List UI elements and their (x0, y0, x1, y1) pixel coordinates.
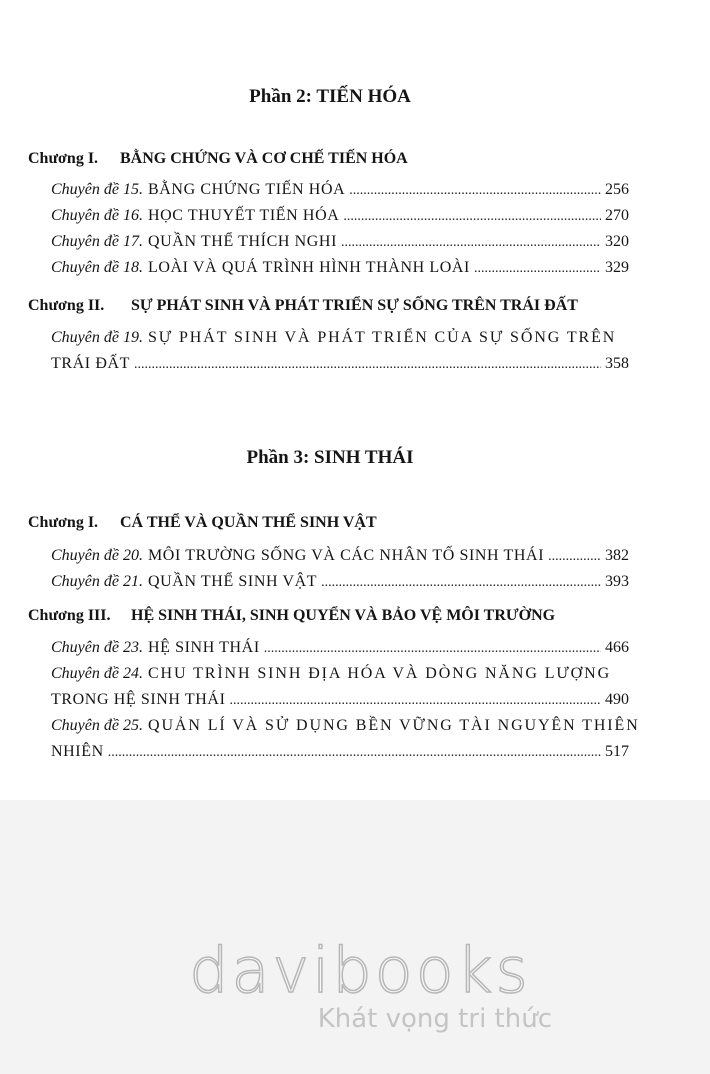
chapter-number: Chương III. (28, 607, 111, 624)
entry-title: MÔI TRƯỜNG SỐNG VÀ CÁC NHÂN TỐ SINH THÁI (147, 547, 545, 564)
dot-leader (264, 641, 601, 657)
entry-page: 256 (605, 181, 629, 198)
chapter-title: BẰNG CHỨNG VÀ CƠ CHẾ TIẾN HÓA (120, 150, 408, 167)
entry-page: 358 (605, 355, 629, 372)
toc-entry-24-line1[interactable] (51, 665, 629, 683)
toc-entry-19-line2[interactable] (51, 355, 629, 373)
entry-page: 466 (605, 639, 629, 656)
chapter-number: Chương I. (28, 514, 99, 531)
entry-title: LOÀI VÀ QUÁ TRÌNH HÌNH THÀNH LOÀI (147, 259, 470, 276)
entry-label: Chuyên đề 16. (51, 207, 143, 224)
dot-leader (108, 745, 601, 761)
toc-entry-17[interactable] (51, 233, 629, 251)
entry-title: HỌC THUYẾT TIẾN HÓA (147, 207, 340, 224)
watermark-name: davibooks (189, 934, 531, 1007)
entry-page: 270 (605, 207, 629, 224)
entry-title-line2: TRÁI ĐẤT (51, 355, 131, 372)
entry-title-line1: CHU TRÌNH SINH ĐỊA HÓA VÀ DÒNG NĂNG LƯỢNG (147, 665, 612, 682)
dot-leader (343, 209, 601, 225)
part2-title: Phần 2: TIẾN HÓA (249, 86, 411, 107)
entry-label: Chuyên đề 21. (51, 573, 143, 590)
entry-label: Chuyên đề 19. (51, 329, 143, 346)
dot-leader (321, 575, 601, 591)
dot-leader (474, 261, 601, 277)
toc-entry-23[interactable] (51, 639, 629, 657)
entry-page: 490 (605, 691, 629, 708)
toc-entry-16[interactable] (51, 207, 629, 225)
part3-title: Phần 3: SINH THÁI (246, 447, 414, 468)
entry-title: HỆ SINH THÁI (147, 639, 260, 656)
entry-page: 517 (605, 743, 629, 760)
toc-entry-24-line2[interactable] (51, 691, 629, 709)
entry-label: Chuyên đề 20. (51, 547, 143, 564)
entry-label: Chuyên đề 18. (51, 259, 143, 276)
part2-chapter1-heading (28, 150, 408, 168)
dot-leader (134, 357, 601, 373)
chapter-number: Chương I. (28, 150, 99, 167)
entry-label: Chuyên đề 24. (51, 665, 143, 682)
entry-page: 393 (605, 573, 629, 590)
entry-title-line1: SỰ PHÁT SINH VÀ PHÁT TRIỂN CỦA SỰ SỐNG TRÊN (147, 329, 617, 346)
chapter-title: HỆ SINH THÁI, SINH QUYỂN VÀ BẢO VỆ MÔI TRƯỜNG (131, 607, 556, 624)
entry-label: Chuyên đề 23. (51, 639, 143, 656)
toc-entry-25-line1[interactable] (51, 717, 640, 735)
part3-chapter1-heading (28, 514, 377, 532)
toc-entry-18[interactable] (51, 259, 629, 277)
watermark-logo (150, 934, 570, 1034)
part2-chapter2-heading (28, 297, 578, 315)
entry-page: 320 (605, 233, 629, 250)
entry-title: QUẦN THỂ SINH VẬT (147, 573, 318, 590)
entry-label: Chuyên đề 25. (51, 717, 143, 734)
entry-page: 382 (605, 547, 629, 564)
dot-leader (548, 549, 601, 565)
entry-title: QUẦN THỂ THÍCH NGHI (147, 233, 338, 250)
entry-label: Chuyên đề 17. (51, 233, 143, 250)
toc-entry-21[interactable] (51, 573, 629, 591)
toc-entry-15[interactable] (51, 181, 629, 199)
watermark-slogan: Khát vọng tri thức (317, 1004, 552, 1034)
toc-entry-19-line1[interactable] (51, 329, 629, 347)
entry-title-line1: QUẢN LÍ VÀ SỬ DỤNG BỀN VỮNG TÀI NGUYÊN THIÊN (147, 717, 640, 734)
entry-label: Chuyên đề 15. (51, 181, 143, 198)
chapter-title: CÁ THỂ VÀ QUẦN THỂ SINH VẬT (120, 514, 377, 531)
chapter-number: Chương II. (28, 297, 105, 314)
entry-title-line2: NHIÊN (51, 743, 104, 760)
entry-title-line2: TRONG HỆ SINH THÁI (51, 691, 226, 708)
dot-leader (349, 183, 601, 199)
entry-title: BẰNG CHỨNG TIẾN HÓA (147, 181, 346, 198)
dot-leader (230, 693, 602, 709)
entry-page: 329 (605, 259, 629, 276)
toc-entry-20[interactable] (51, 547, 629, 565)
part3-chapter3-heading (28, 607, 555, 625)
dot-leader (341, 235, 601, 251)
chapter-title: SỰ PHÁT SINH VÀ PHÁT TRIỂN SỰ SỐNG TRÊN TRÁI ĐẤT (131, 297, 578, 314)
toc-entry-25-line2[interactable] (51, 743, 629, 761)
